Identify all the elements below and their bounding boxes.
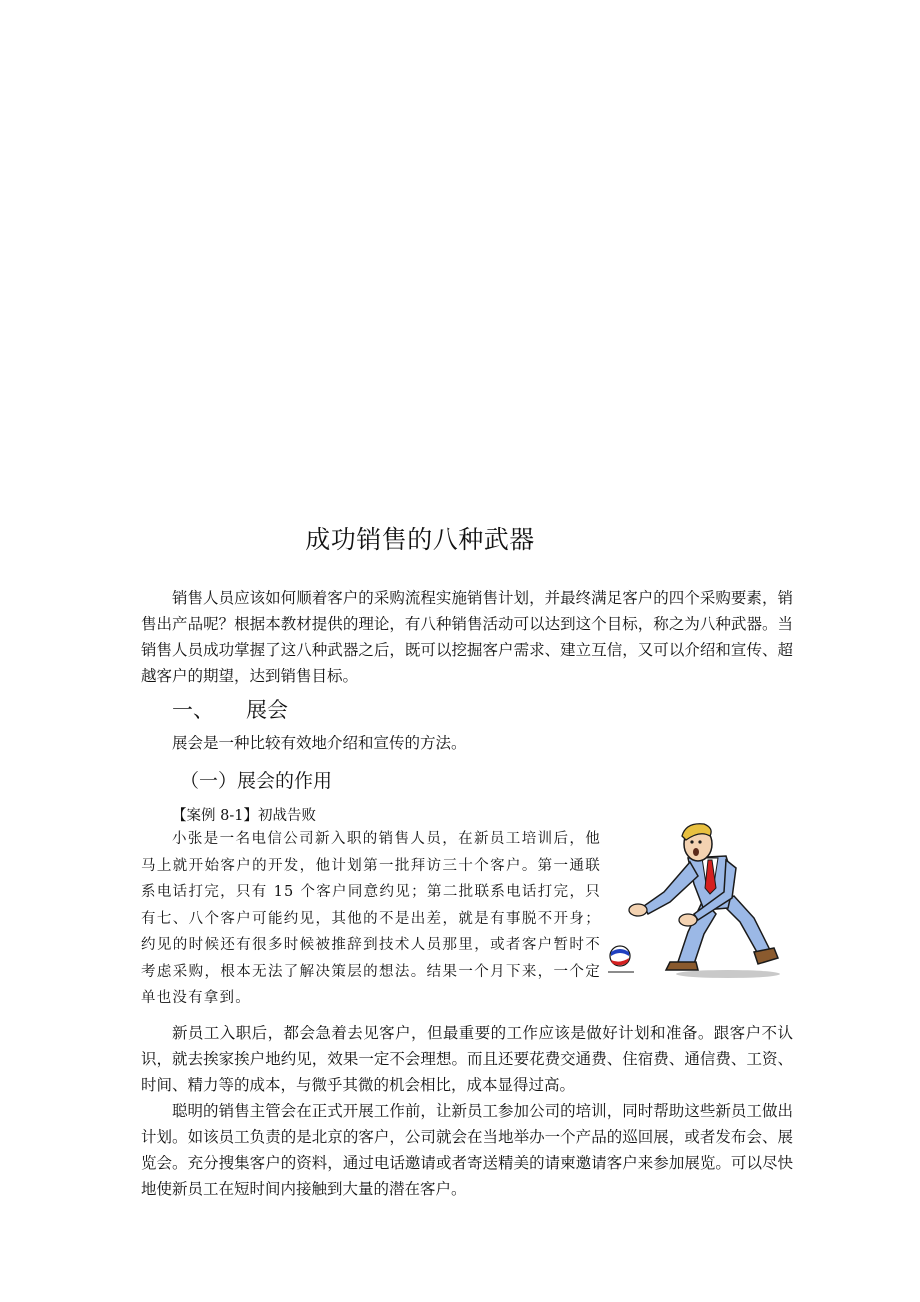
body-paragraph-3: 聪明的销售主管会在正式开展工作前，让新员工参加公司的培训，同时帮助这些新员工做出计划。如该员工负责的是北京的客户，公司就会在当地举办一个产品的巡回展，或者发布会、展览会。充分搜集客户的资料，通过电话邀请或者寄送精美的请柬邀请客户来参加展览。可以尽快地使新员工在短时间内接触到大量的潜在客户。 [141,1102,793,1198]
intro-paragraph: 销售人员应该如何顺着客户的采购流程实施销售计划，并最终满足客户的四个采购要素，销售出产品呢？根据本教材提供的理论，有八种销售活动可以达到这个目标，称之为八种武器。当销售人员成功掌握了这八种武器之后，既可以挖掘客户需求、建立互信，又可以介绍和宣传、超越客户的期望，达到销售目标。 [141,589,793,685]
section-paragraph: 展会是一种比较有效地介绍和宣传的方法。 [172,734,467,752]
section-title: 展会 [246,698,288,722]
case-title: 【案例 8-1】初战告败 [172,808,316,824]
section-heading [172,694,288,724]
section-number: 一、 [172,698,214,722]
subsection-heading: （一）展会的作用 [180,770,333,792]
salesman-cartoon-illustration [608,822,784,982]
body-paragraph-2: 新员工入职后，都会急着去见客户，但最重要的工作应该是做好计划和准备。跟客户不认识，就去挨家挨户地约见，效果一定不会理想。而且还要花费交通费、住宿费、通信费、工资、时间、精力等的成本，与微乎其微的机会相比，成本显得过高。 [141,1024,793,1094]
case-body: 小张是一名电信公司新入职的销售人员，在新员工培训后，他马上就开始客户的开发，他计划第一批拜访三十个客户。第一通联系电话打完，只有 15 个客户同意约见；第二批联系电话打完，只有七、八个客户可能约见，其他的不是出差，就是有事脱不开身；约见的时候还有很多时候被推辞到技术人员那里，或者客户暂时不考虑采购，根本无法了解决策层的想法。结果一个月下来，一个定单也没有拿到。 [141,831,601,1006]
page-title: 成功销售的八种武器 [305,525,535,554]
